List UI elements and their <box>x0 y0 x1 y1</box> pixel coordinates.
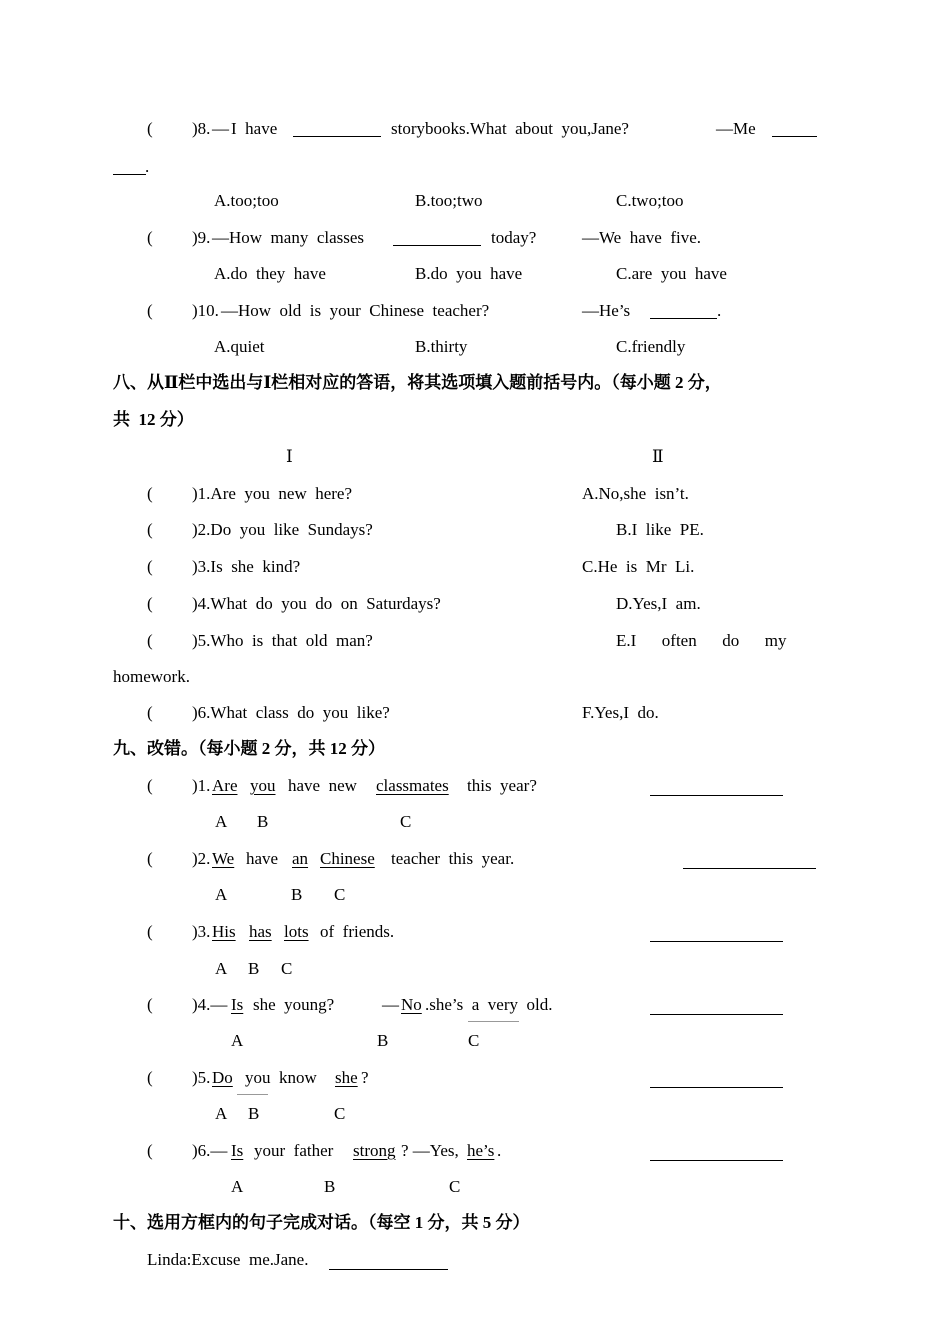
label-c: C <box>449 1177 461 1196</box>
underlined-word-c: she <box>335 1068 358 1087</box>
label-a: A <box>215 959 228 978</box>
question-number: )10. <box>192 301 219 320</box>
underlined-word-a: Do <box>212 1068 233 1087</box>
blank-line[interactable] <box>393 244 481 246</box>
label-c: C <box>281 959 293 978</box>
label-c: C <box>400 812 412 831</box>
label-c: C <box>334 885 346 904</box>
blank-line[interactable] <box>293 135 381 137</box>
answer-option-wrap: homework. <box>113 667 190 686</box>
question-text: )2.Do you like Sundays? <box>192 520 373 539</box>
answer-paren[interactable]: ( <box>147 776 153 795</box>
question-text: of friends. <box>320 922 395 941</box>
question-text: )3.Is she kind? <box>192 557 301 576</box>
underlined-word-c: lots <box>284 922 309 941</box>
question-text: —How old is your Chinese teacher? <box>221 301 490 320</box>
correction-blank[interactable] <box>650 1013 783 1015</box>
question-text: she young? <box>253 995 335 1014</box>
question-text: )5.Who is that old man? <box>192 631 373 650</box>
underlined-word-c: Chinese <box>320 849 375 868</box>
label-b: B <box>377 1031 389 1050</box>
period: . <box>145 157 150 176</box>
question-number: )4.— <box>192 995 228 1014</box>
answer-option: C.He is Mr Li. <box>582 557 695 576</box>
question-text: you know <box>245 1068 317 1087</box>
label-a: A <box>231 1031 244 1050</box>
blank-line[interactable] <box>650 317 717 319</box>
underlined-word-b: an <box>292 849 309 868</box>
question-text: I have <box>231 119 278 138</box>
question-text: )6.What class do you like? <box>192 703 390 722</box>
answer-paren[interactable]: ( <box>147 995 153 1014</box>
label-c: C <box>468 1031 480 1050</box>
answer-paren[interactable]: ( <box>147 301 153 320</box>
underline-mark-c <box>468 1020 519 1022</box>
label-a: A <box>215 812 228 831</box>
answer-paren[interactable]: ( <box>147 228 153 247</box>
option-b: B.do you have <box>415 264 523 283</box>
answer-option: F.Yes,I do. <box>582 703 659 722</box>
answer-paren[interactable]: ( <box>147 922 153 941</box>
section-8-title: 八、从Ⅱ栏中选出与Ⅰ栏相对应的答语，将其选项填入题前括号内。（每小题 2 分， <box>113 373 722 392</box>
underlined-word-a: Is <box>231 995 244 1014</box>
dialogue-text: Linda:Excuse me.Jane. <box>147 1250 309 1269</box>
question-text: teacher this year. <box>391 849 515 868</box>
option-b: B.thirty <box>415 337 468 356</box>
question-text: —How many classes <box>212 228 365 247</box>
answer-paren[interactable]: ( <box>147 557 153 576</box>
dialogue-blank[interactable] <box>329 1268 448 1270</box>
label-a: A <box>215 1104 228 1123</box>
reply-text: —We have five. <box>582 228 701 247</box>
column-1-header: Ⅰ <box>286 447 293 466</box>
label-b: B <box>257 812 269 831</box>
label-b: B <box>291 885 303 904</box>
underlined-word-b: you <box>250 776 276 795</box>
question-number: )3. <box>192 922 211 941</box>
answer-paren[interactable]: ( <box>147 849 153 868</box>
question-number: )9. <box>192 228 211 247</box>
underlined-word-b: No <box>401 995 422 1014</box>
correction-blank[interactable] <box>650 794 783 796</box>
underlined-word-c: he’s <box>467 1141 495 1160</box>
option-a: A.do they have <box>214 264 326 283</box>
underlined-word-c: classmates <box>376 776 449 795</box>
question-text: storybooks.What about you,Jane? <box>391 119 629 138</box>
question-text: have new <box>288 776 357 795</box>
question-number: )5. <box>192 1068 211 1087</box>
question-text: your father <box>254 1141 334 1160</box>
section-9-title: 九、改错。（每小题 2 分，共 12 分） <box>113 739 385 758</box>
option-a: A.quiet <box>214 337 265 356</box>
underlined-word-a: His <box>212 922 236 941</box>
underlined-word-b: has <box>249 922 272 941</box>
question-text: )4.What do you do on Saturdays? <box>192 594 441 613</box>
correction-blank[interactable] <box>683 867 816 869</box>
label-b: B <box>248 1104 260 1123</box>
question-text: .she’s a very old. <box>425 995 553 1014</box>
dash: — <box>382 995 399 1014</box>
column-2-header: Ⅱ <box>652 447 664 466</box>
blank-line[interactable] <box>772 135 817 137</box>
answer-paren[interactable]: ( <box>147 703 153 722</box>
option-a: A.too;too <box>214 191 279 210</box>
answer-paren[interactable]: ( <box>147 631 153 650</box>
period: . <box>717 301 722 320</box>
answer-paren[interactable]: ( <box>147 520 153 539</box>
question-text: have <box>246 849 279 868</box>
question-number: )1. <box>192 776 211 795</box>
period: . <box>497 1141 502 1160</box>
reply-text: —Me <box>716 119 756 138</box>
section-10-title: 十、选用方框内的句子完成对话。（每空 1 分，共 5 分） <box>113 1213 530 1232</box>
question-text: ? <box>361 1068 369 1087</box>
question-number: )8. <box>192 119 211 138</box>
blank-line[interactable] <box>113 173 146 175</box>
question-number: )2. <box>192 849 211 868</box>
underlined-word-a: Is <box>231 1141 244 1160</box>
question-text: )1.Are you new here? <box>192 484 353 503</box>
answer-paren[interactable]: ( <box>147 594 153 613</box>
dash: — <box>212 119 229 138</box>
label-b: B <box>248 959 260 978</box>
question-text: today? <box>491 228 537 247</box>
underlined-word-a: We <box>212 849 235 868</box>
answer-paren[interactable]: ( <box>147 1141 153 1160</box>
label-a: A <box>231 1177 244 1196</box>
underlined-word-a: Are <box>212 776 238 795</box>
underline-mark-b <box>237 1093 268 1095</box>
option-c: C.two;too <box>616 191 684 210</box>
section-8-title-cont: 共 12 分） <box>113 410 194 429</box>
underlined-word-b: strong <box>353 1141 396 1160</box>
reply-text: —He’s <box>582 301 631 320</box>
label-c: C <box>334 1104 346 1123</box>
question-number: )6.— <box>192 1141 228 1160</box>
option-c: C.friendly <box>616 337 686 356</box>
correction-blank[interactable] <box>650 1159 783 1161</box>
correction-blank[interactable] <box>650 940 783 942</box>
label-a: A <box>215 885 228 904</box>
label-b: B <box>324 1177 336 1196</box>
answer-option: E.I often do my <box>616 631 787 650</box>
answer-option: B.I like PE. <box>616 520 704 539</box>
answer-option: A.No,she isn’t. <box>582 484 689 503</box>
answer-paren[interactable]: ( <box>147 1068 153 1087</box>
reply-text: ? —Yes, <box>401 1141 459 1160</box>
correction-blank[interactable] <box>650 1086 783 1088</box>
answer-paren[interactable]: ( <box>147 119 153 138</box>
question-text: this year? <box>467 776 537 795</box>
option-b: B.too;two <box>415 191 483 210</box>
option-c: C.are you have <box>616 264 727 283</box>
answer-option: D.Yes,I am. <box>616 594 701 613</box>
answer-paren[interactable]: ( <box>147 484 153 503</box>
